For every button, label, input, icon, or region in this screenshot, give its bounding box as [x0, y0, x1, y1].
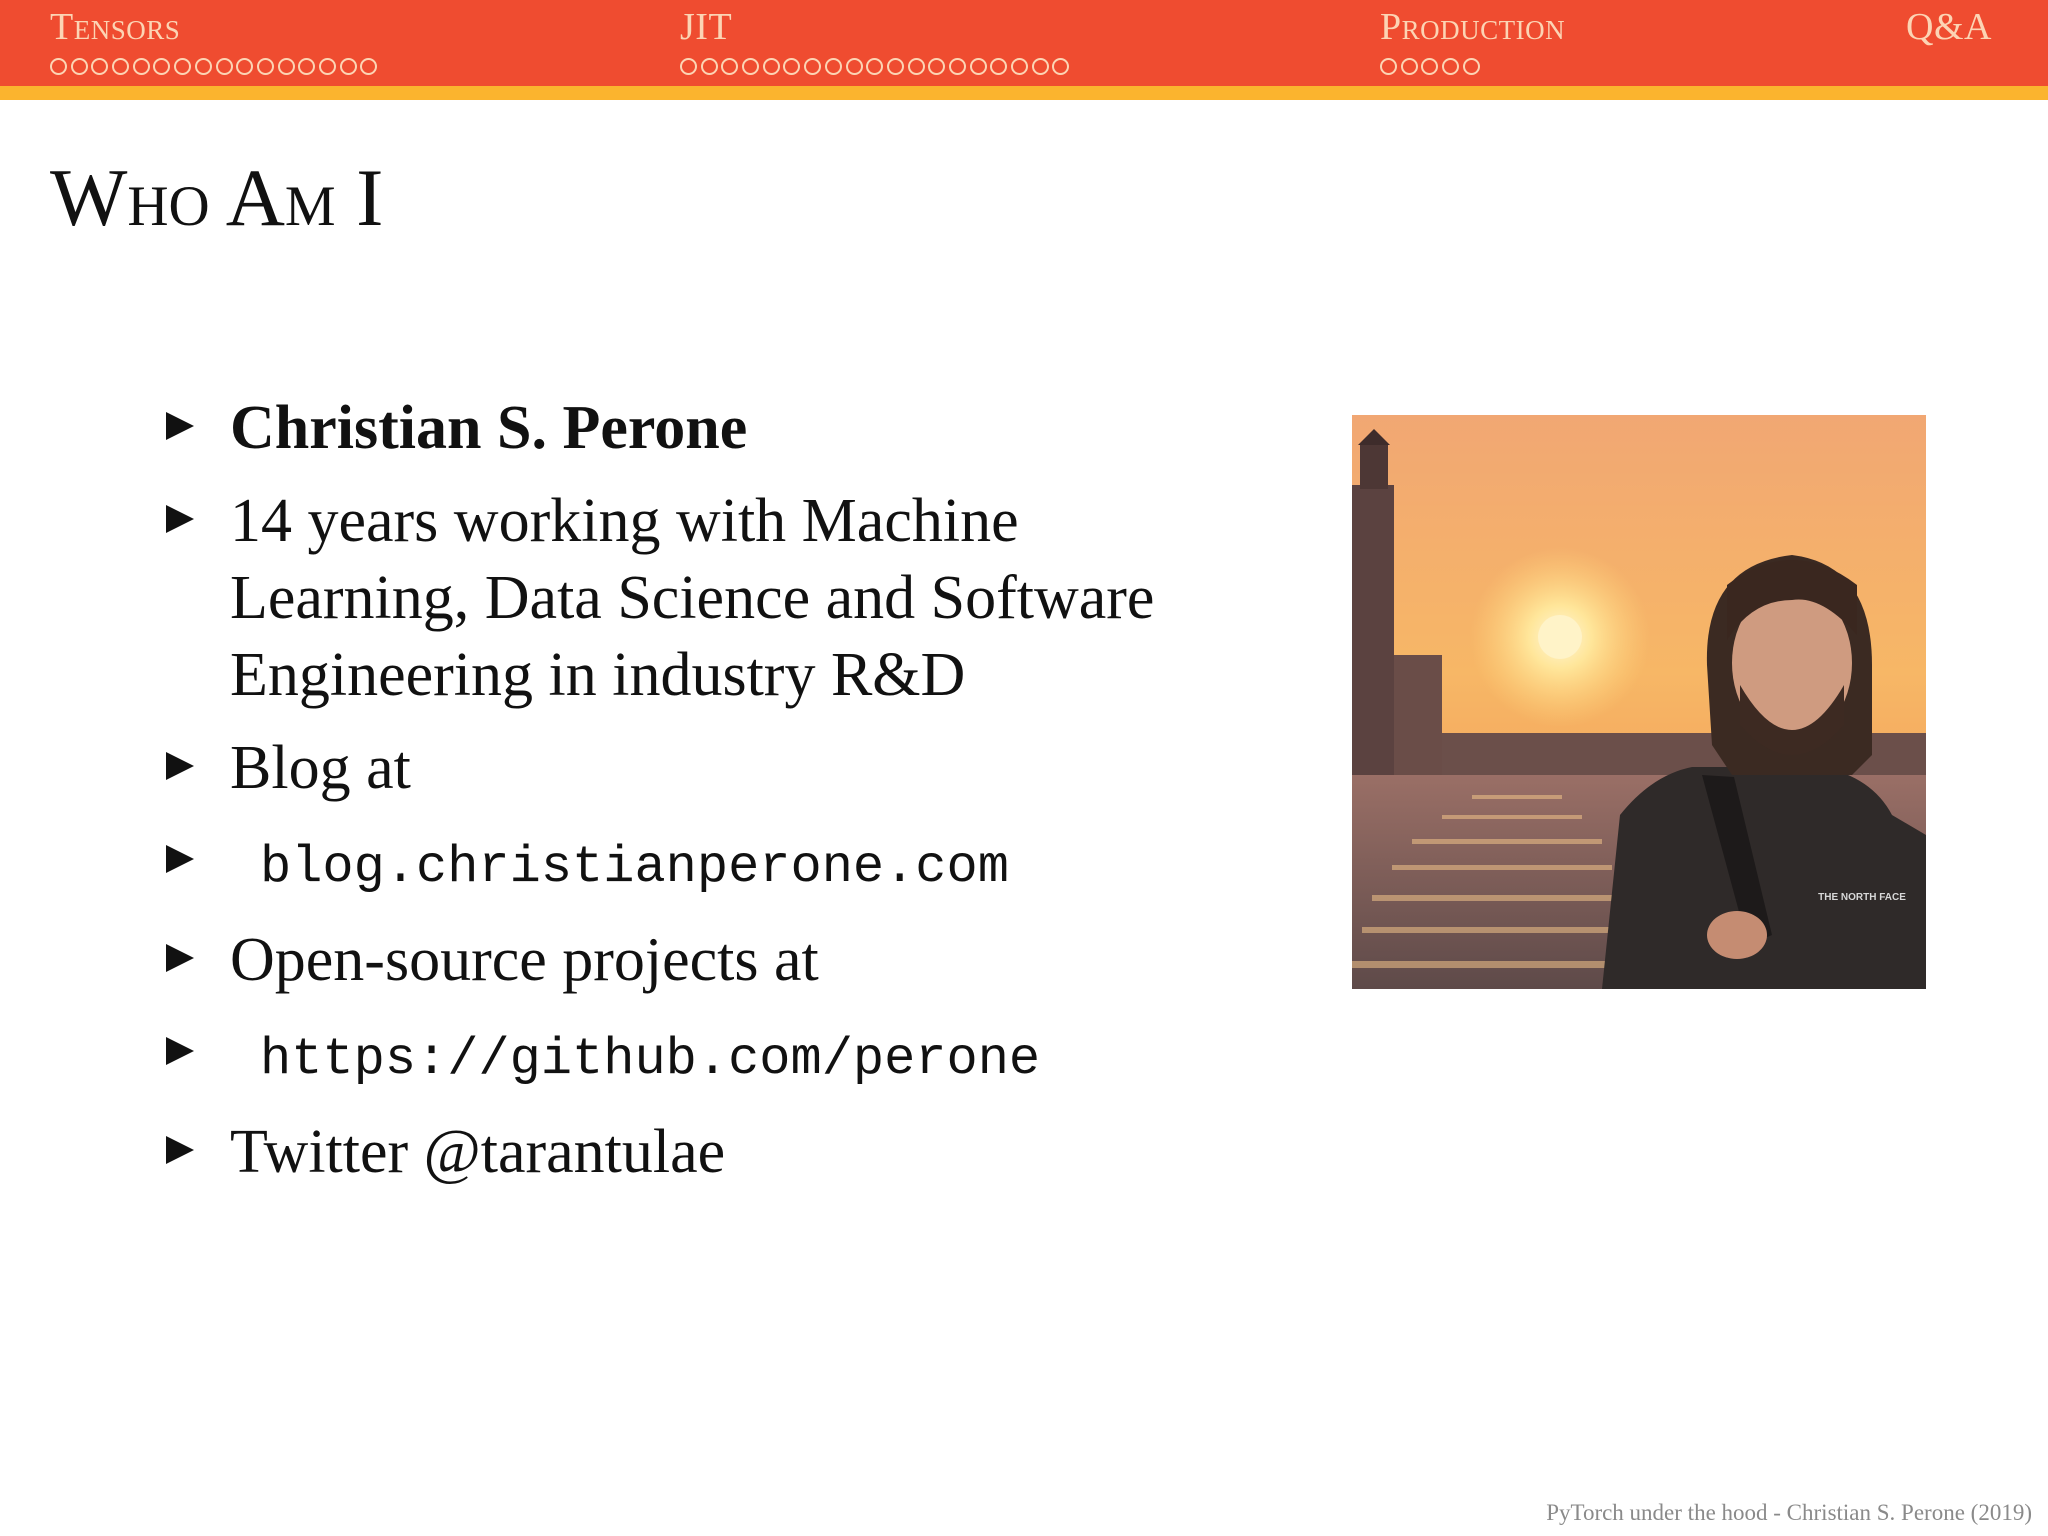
speaker-photo: [1352, 415, 1926, 989]
nav-progress-dot[interactable]: [71, 58, 88, 75]
nav-progress-dot[interactable]: [319, 58, 336, 75]
nav-section-production[interactable]: [1380, 6, 1565, 75]
nav-progress-dot[interactable]: [257, 58, 274, 75]
nav-progress-dot[interactable]: [866, 58, 883, 75]
nav-progress-dot[interactable]: [701, 58, 718, 75]
page-title: Who Am I: [50, 152, 384, 243]
list-item: [166, 730, 1266, 807]
list-item: [166, 1114, 1266, 1191]
nav-progress-dot[interactable]: [990, 58, 1007, 75]
nav-progress-dot[interactable]: [216, 58, 233, 75]
speaker-photo-illustration: [1352, 415, 1926, 989]
list-item: [166, 922, 1266, 999]
nav-progress-dots: [1380, 58, 1565, 75]
header-nav-bar: [0, 0, 2048, 86]
experience-text-line: Engineering in industry R&D: [230, 641, 966, 709]
list-item: [166, 483, 1266, 714]
nav-progress-dot[interactable]: [278, 58, 295, 75]
nav-progress-dot[interactable]: [1421, 58, 1438, 75]
nav-section-title: JIT: [680, 6, 733, 48]
header-accent-stripe: [0, 86, 2048, 100]
nav-progress-dot[interactable]: [970, 58, 987, 75]
nav-progress-dots: [680, 58, 1069, 75]
footer-credit: PyTorch under the hood - Christian S. Perone (2019): [1546, 1500, 2032, 1525]
nav-progress-dot[interactable]: [112, 58, 129, 75]
blog-url-link[interactable]: blog.christianperone.com: [260, 838, 1009, 897]
bullet-list: [166, 390, 1266, 1207]
nav-progress-dot[interactable]: [1380, 58, 1397, 75]
nav-progress-dot[interactable]: [1463, 58, 1480, 75]
nav-progress-dot[interactable]: [1032, 58, 1049, 75]
nav-progress-dot[interactable]: [340, 58, 357, 75]
nav-progress-dot[interactable]: [1442, 58, 1459, 75]
nav-progress-dot[interactable]: [825, 58, 842, 75]
nav-progress-dot[interactable]: [236, 58, 253, 75]
nav-progress-dot[interactable]: [680, 58, 697, 75]
nav-progress-dot[interactable]: [1011, 58, 1028, 75]
nav-progress-dot[interactable]: [1401, 58, 1418, 75]
nav-progress-dot[interactable]: [195, 58, 212, 75]
nav-progress-dot[interactable]: [174, 58, 191, 75]
nav-progress-dot[interactable]: [804, 58, 821, 75]
shirt-logo: THE NORTH FACE: [1818, 892, 1906, 903]
nav-progress-dot[interactable]: [360, 58, 377, 75]
nav-section-tensors[interactable]: [50, 6, 377, 75]
bullet-triangle-icon: [166, 845, 194, 873]
nav-progress-dot[interactable]: [887, 58, 904, 75]
experience-text-line: Learning, Data Science and Software: [230, 564, 1155, 632]
nav-progress-dot[interactable]: [721, 58, 738, 75]
nav-progress-dot[interactable]: [763, 58, 780, 75]
speaker-name: Christian S. Perone: [230, 394, 748, 462]
twitter-handle: Twitter @tarantulae: [230, 1118, 726, 1186]
experience-text-line: 14 years working with Machine: [230, 487, 1019, 555]
list-item: [166, 823, 1266, 906]
nav-section-jit[interactable]: [680, 6, 1069, 75]
nav-progress-dot[interactable]: [783, 58, 800, 75]
nav-progress-dot[interactable]: [298, 58, 315, 75]
nav-progress-dot[interactable]: [742, 58, 759, 75]
nav-section-title: Production: [1380, 6, 1566, 48]
nav-section-title: Tensors: [50, 6, 181, 48]
nav-progress-dot[interactable]: [846, 58, 863, 75]
nav-progress-dots: [50, 58, 377, 75]
bullet-triangle-icon: [166, 944, 194, 972]
nav-section-qa[interactable]: [1906, 6, 1992, 48]
bullet-triangle-icon: [166, 1136, 194, 1164]
nav-progress-dot[interactable]: [133, 58, 150, 75]
nav-progress-dot[interactable]: [928, 58, 945, 75]
nav-progress-dot[interactable]: [50, 58, 67, 75]
list-item: [166, 390, 1266, 467]
nav-progress-dot[interactable]: [1052, 58, 1069, 75]
nav-progress-dot[interactable]: [949, 58, 966, 75]
nav-section-title: Q&A: [1906, 6, 1992, 48]
bullet-triangle-icon: [166, 1037, 194, 1065]
bullet-triangle-icon: [166, 505, 194, 533]
opensource-label: Open-source projects at: [230, 926, 819, 994]
blog-label: Blog at: [230, 734, 411, 802]
nav-progress-dot[interactable]: [91, 58, 108, 75]
list-item: [166, 1015, 1266, 1098]
github-url-link[interactable]: https://github.com/perone: [260, 1030, 1041, 1089]
bullet-triangle-icon: [166, 412, 194, 440]
nav-progress-dot[interactable]: [153, 58, 170, 75]
nav-progress-dot[interactable]: [908, 58, 925, 75]
bullet-triangle-icon: [166, 752, 194, 780]
